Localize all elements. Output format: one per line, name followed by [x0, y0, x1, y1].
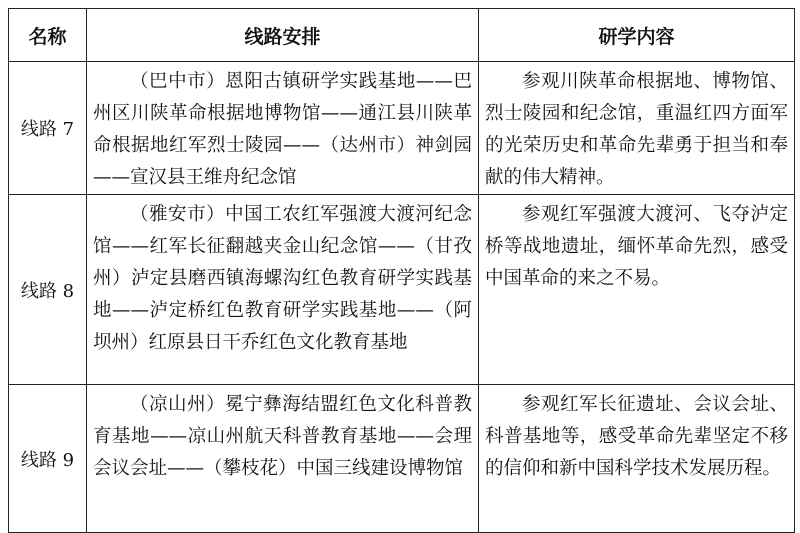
study-content-text: 参观红军强渡大渡河、飞夺泸定桥等战地遗址，缅怀革命先烈，感受中国革命的来之不易。: [485, 204, 788, 289]
study-content: [479, 195, 795, 385]
header-name: 名称: [9, 9, 87, 62]
route-name: 线路 9: [9, 385, 87, 533]
route-name: 线路 7: [9, 62, 87, 195]
header-row: [9, 9, 795, 62]
route-arrangement: [87, 195, 479, 385]
study-content: [479, 62, 795, 195]
route-arrangement-text: （巴中市）恩阳古镇研学实践基地——巴州区川陕革命根据地博物馆——通江县川陕革命根据地红军烈士陵园——（达州市）神剑园——宣汉县王维舟纪念馆: [93, 71, 472, 188]
table-row: [9, 195, 795, 385]
route-arrangement-text: （凉山州）冕宁彝海结盟红色文化科普教育基地——凉山州航天科普教育基地——会理会议会址——（攀枝花）中国三线建设博物馆: [93, 394, 472, 479]
route-arrangement: [87, 385, 479, 533]
header-route: 线路安排: [87, 9, 479, 62]
header-content: 研学内容: [479, 9, 795, 62]
study-content-text: 参观川陕革命根据地、博物馆、烈士陵园和纪念馆，重温红四方面军的光荣历史和革命先辈勇于担当和奉献的伟大精神。: [485, 71, 788, 188]
study-content-text: 参观红军长征遗址、会议会址、科普基地等，感受革命先辈坚定不移的信仰和新中国科学技术发展历程。: [485, 394, 788, 479]
route-arrangement: [87, 62, 479, 195]
study-content: [479, 385, 795, 533]
table-row: [9, 62, 795, 195]
route-arrangement-text: （雅安市）中国工农红军强渡大渡河纪念馆——红军长征翻越夹金山纪念馆——（甘孜州）泸定县磨西镇海螺沟红色教育研学实践基地——泸定桥红色教育研学实践基地——（阿坝州）红原县日干乔红色文化教育基地: [93, 204, 472, 353]
route-table: [8, 8, 795, 533]
route-name: 线路 8: [9, 195, 87, 385]
table-row: [9, 385, 795, 533]
